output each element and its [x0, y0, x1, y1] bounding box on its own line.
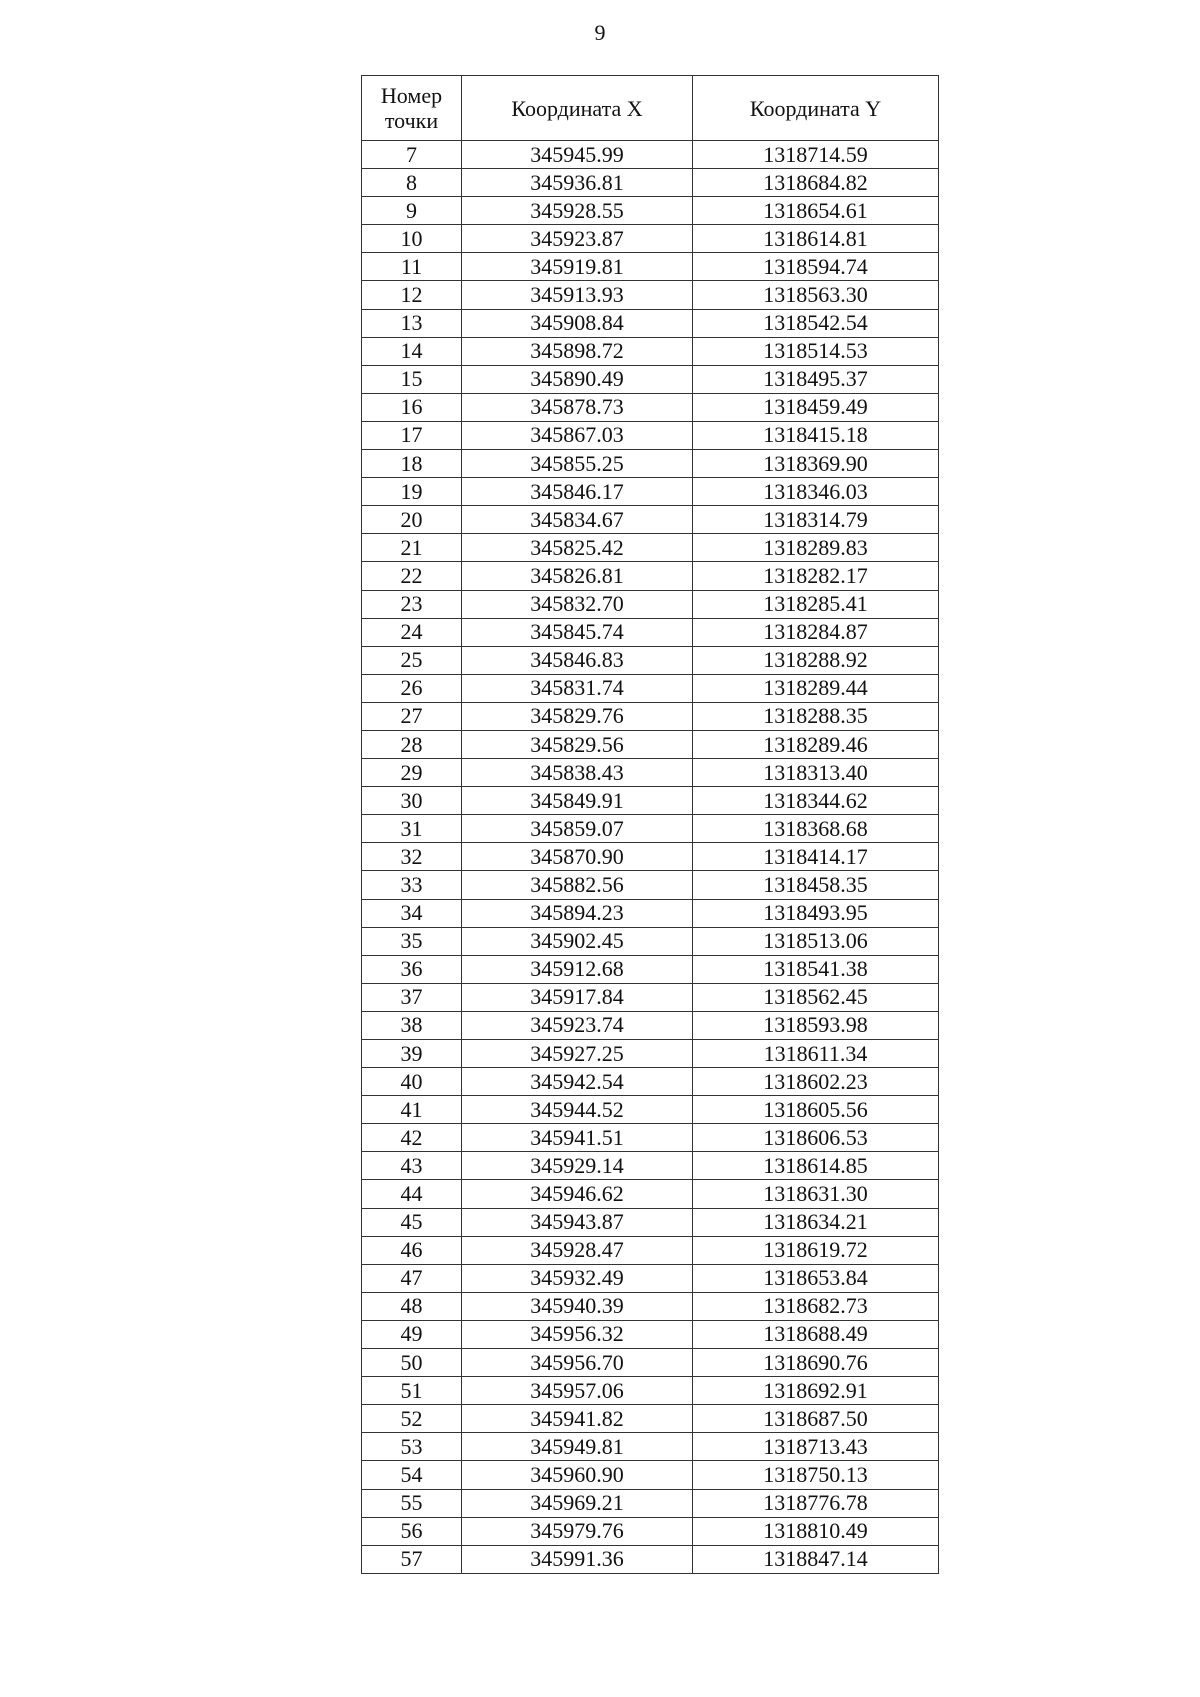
cell-coordinate-x: 345855.25: [462, 450, 693, 478]
table-row: [362, 450, 939, 478]
cell-coordinate-x: 345894.23: [462, 899, 693, 927]
cell-coordinate-x: 345944.52: [462, 1096, 693, 1124]
cell-coordinate-x: 345917.84: [462, 983, 693, 1011]
cell-coordinate-y: 1318282.17: [693, 562, 939, 590]
cell-coordinate-x: 345943.87: [462, 1208, 693, 1236]
cell-point-number: 29: [362, 759, 462, 787]
cell-coordinate-x: 345838.43: [462, 759, 693, 787]
table-row: [362, 1433, 939, 1461]
table-row: [362, 197, 939, 225]
table-row: [362, 1461, 939, 1489]
cell-point-number: 14: [362, 337, 462, 365]
cell-coordinate-y: 1318593.98: [693, 1011, 939, 1039]
cell-coordinate-x: 345826.81: [462, 562, 693, 590]
table-row: [362, 1152, 939, 1180]
cell-point-number: 22: [362, 562, 462, 590]
table-row: [362, 506, 939, 534]
cell-point-number: 53: [362, 1433, 462, 1461]
table-row: [362, 702, 939, 730]
cell-point-number: 17: [362, 421, 462, 449]
cell-point-number: 10: [362, 225, 462, 253]
cell-point-number: 35: [362, 927, 462, 955]
table-row: [362, 646, 939, 674]
cell-point-number: 31: [362, 815, 462, 843]
cell-point-number: 16: [362, 393, 462, 421]
cell-coordinate-x: 345890.49: [462, 365, 693, 393]
cell-coordinate-y: 1318692.91: [693, 1377, 939, 1405]
cell-coordinate-y: 1318495.37: [693, 365, 939, 393]
table-row: [362, 169, 939, 197]
cell-coordinate-x: 345846.83: [462, 646, 693, 674]
cell-coordinate-y: 1318284.87: [693, 618, 939, 646]
cell-point-number: 28: [362, 730, 462, 758]
cell-point-number: 47: [362, 1264, 462, 1292]
table-row: [362, 1124, 939, 1152]
cell-coordinate-x: 345898.72: [462, 337, 693, 365]
cell-coordinate-y: 1318514.53: [693, 337, 939, 365]
cell-coordinate-x: 345849.91: [462, 787, 693, 815]
cell-point-number: 57: [362, 1545, 462, 1573]
table-row: [362, 1545, 939, 1573]
cell-point-number: 12: [362, 281, 462, 309]
cell-point-number: 33: [362, 871, 462, 899]
cell-point-number: 32: [362, 843, 462, 871]
cell-coordinate-y: 1318289.44: [693, 674, 939, 702]
cell-point-number: 51: [362, 1377, 462, 1405]
table-row: [362, 1405, 939, 1433]
cell-coordinate-x: 345831.74: [462, 674, 693, 702]
cell-coordinate-y: 1318285.41: [693, 590, 939, 618]
table-row: [362, 1068, 939, 1096]
cell-coordinate-y: 1318687.50: [693, 1405, 939, 1433]
cell-coordinate-x: 345912.68: [462, 955, 693, 983]
table-row: [362, 393, 939, 421]
cell-point-number: 24: [362, 618, 462, 646]
cell-point-number: 40: [362, 1068, 462, 1096]
table-row: [362, 421, 939, 449]
cell-point-number: 21: [362, 534, 462, 562]
cell-coordinate-y: 1318414.17: [693, 843, 939, 871]
cell-point-number: 42: [362, 1124, 462, 1152]
table-row: [362, 871, 939, 899]
table-row: [362, 787, 939, 815]
cell-coordinate-x: 345945.99: [462, 141, 693, 169]
header-point-number: Номер точки: [362, 76, 462, 141]
cell-coordinate-x: 345902.45: [462, 927, 693, 955]
cell-coordinate-x: 345991.36: [462, 1545, 693, 1573]
table-row: [362, 281, 939, 309]
cell-point-number: 34: [362, 899, 462, 927]
cell-coordinate-x: 345882.56: [462, 871, 693, 899]
table-row: [362, 1489, 939, 1517]
cell-coordinate-x: 345846.17: [462, 478, 693, 506]
cell-point-number: 26: [362, 674, 462, 702]
cell-coordinate-x: 345941.82: [462, 1405, 693, 1433]
table-row: [362, 534, 939, 562]
cell-point-number: 9: [362, 197, 462, 225]
cell-point-number: 25: [362, 646, 462, 674]
cell-coordinate-y: 1318605.56: [693, 1096, 939, 1124]
cell-point-number: 7: [362, 141, 462, 169]
table-row: [362, 955, 939, 983]
cell-coordinate-y: 1318458.35: [693, 871, 939, 899]
cell-coordinate-y: 1318541.38: [693, 955, 939, 983]
cell-coordinate-y: 1318682.73: [693, 1292, 939, 1320]
table-row: [362, 843, 939, 871]
cell-coordinate-x: 345859.07: [462, 815, 693, 843]
cell-point-number: 20: [362, 506, 462, 534]
cell-point-number: 52: [362, 1405, 462, 1433]
cell-coordinate-y: 1318619.72: [693, 1236, 939, 1264]
cell-coordinate-x: 345940.39: [462, 1292, 693, 1320]
cell-point-number: 11: [362, 253, 462, 281]
cell-coordinate-y: 1318288.92: [693, 646, 939, 674]
table-row: [362, 674, 939, 702]
cell-coordinate-y: 1318684.82: [693, 169, 939, 197]
cell-coordinate-x: 345825.42: [462, 534, 693, 562]
cell-coordinate-x: 345928.55: [462, 197, 693, 225]
cell-coordinate-x: 345923.87: [462, 225, 693, 253]
cell-coordinate-y: 1318368.68: [693, 815, 939, 843]
cell-coordinate-x: 345923.74: [462, 1011, 693, 1039]
cell-point-number: 46: [362, 1236, 462, 1264]
cell-point-number: 37: [362, 983, 462, 1011]
cell-point-number: 23: [362, 590, 462, 618]
cell-point-number: 48: [362, 1292, 462, 1320]
table-row: [362, 759, 939, 787]
cell-coordinate-y: 1318459.49: [693, 393, 939, 421]
cell-point-number: 41: [362, 1096, 462, 1124]
cell-point-number: 39: [362, 1040, 462, 1068]
cell-coordinate-y: 1318847.14: [693, 1545, 939, 1573]
cell-coordinate-x: 345941.51: [462, 1124, 693, 1152]
cell-coordinate-x: 345908.84: [462, 309, 693, 337]
table-row: [362, 1320, 939, 1348]
cell-coordinate-y: 1318688.49: [693, 1320, 939, 1348]
cell-coordinate-y: 1318631.30: [693, 1180, 939, 1208]
cell-coordinate-x: 345932.49: [462, 1264, 693, 1292]
table-row: [362, 1236, 939, 1264]
table-row: [362, 590, 939, 618]
table-row: [362, 1517, 939, 1545]
header-coordinate-x: Координата X: [462, 76, 693, 141]
table-header: [362, 76, 939, 141]
cell-coordinate-y: 1318750.13: [693, 1461, 939, 1489]
cell-coordinate-y: 1318776.78: [693, 1489, 939, 1517]
cell-coordinate-y: 1318289.46: [693, 730, 939, 758]
table-row: [362, 983, 939, 1011]
cell-coordinate-y: 1318369.90: [693, 450, 939, 478]
cell-coordinate-y: 1318314.79: [693, 506, 939, 534]
cell-point-number: 49: [362, 1320, 462, 1348]
table-body: [362, 141, 939, 1574]
cell-point-number: 13: [362, 309, 462, 337]
page-number: 9: [594, 20, 606, 45]
table-row: [362, 337, 939, 365]
cell-coordinate-x: 345834.67: [462, 506, 693, 534]
cell-coordinate-y: 1318563.30: [693, 281, 939, 309]
cell-coordinate-y: 1318344.62: [693, 787, 939, 815]
cell-coordinate-x: 345960.90: [462, 1461, 693, 1489]
cell-coordinate-x: 345936.81: [462, 169, 693, 197]
cell-coordinate-x: 345870.90: [462, 843, 693, 871]
cell-coordinate-y: 1318606.53: [693, 1124, 939, 1152]
table-row: [362, 141, 939, 169]
cell-coordinate-x: 345969.21: [462, 1489, 693, 1517]
cell-coordinate-x: 345946.62: [462, 1180, 693, 1208]
cell-coordinate-y: 1318714.59: [693, 141, 939, 169]
cell-coordinate-y: 1318415.18: [693, 421, 939, 449]
coordinates-table: [361, 75, 939, 1574]
cell-coordinate-y: 1318562.45: [693, 983, 939, 1011]
cell-point-number: 15: [362, 365, 462, 393]
cell-coordinate-x: 345956.70: [462, 1349, 693, 1377]
cell-coordinate-y: 1318634.21: [693, 1208, 939, 1236]
cell-coordinate-x: 345942.54: [462, 1068, 693, 1096]
table-row: [362, 1292, 939, 1320]
table-row: [362, 225, 939, 253]
table-row: [362, 1011, 939, 1039]
cell-point-number: 18: [362, 450, 462, 478]
cell-coordinate-y: 1318653.84: [693, 1264, 939, 1292]
cell-point-number: 8: [362, 169, 462, 197]
cell-coordinate-y: 1318614.85: [693, 1152, 939, 1180]
cell-point-number: 30: [362, 787, 462, 815]
cell-coordinate-x: 345867.03: [462, 421, 693, 449]
table-row: [362, 478, 939, 506]
cell-point-number: 50: [362, 1349, 462, 1377]
cell-coordinate-y: 1318654.61: [693, 197, 939, 225]
table-row: [362, 365, 939, 393]
cell-coordinate-x: 345956.32: [462, 1320, 693, 1348]
cell-coordinate-y: 1318614.81: [693, 225, 939, 253]
table-row: [362, 899, 939, 927]
cell-coordinate-x: 345829.76: [462, 702, 693, 730]
table-row: [362, 562, 939, 590]
cell-coordinate-x: 345845.74: [462, 618, 693, 646]
cell-coordinate-y: 1318542.54: [693, 309, 939, 337]
cell-point-number: 56: [362, 1517, 462, 1545]
cell-point-number: 55: [362, 1489, 462, 1517]
cell-coordinate-x: 345927.25: [462, 1040, 693, 1068]
table-row: [362, 1349, 939, 1377]
cell-point-number: 44: [362, 1180, 462, 1208]
table-row: [362, 309, 939, 337]
cell-point-number: 36: [362, 955, 462, 983]
cell-coordinate-x: 345929.14: [462, 1152, 693, 1180]
cell-coordinate-x: 345928.47: [462, 1236, 693, 1264]
cell-coordinate-y: 1318602.23: [693, 1068, 939, 1096]
table-row: [362, 1180, 939, 1208]
cell-coordinate-y: 1318713.43: [693, 1433, 939, 1461]
header-coordinate-y: Координата Y: [693, 76, 939, 141]
cell-coordinate-y: 1318289.83: [693, 534, 939, 562]
table-row: [362, 1264, 939, 1292]
cell-coordinate-x: 345832.70: [462, 590, 693, 618]
table-row: [362, 1208, 939, 1236]
cell-coordinate-x: 345829.56: [462, 730, 693, 758]
table-row: [362, 730, 939, 758]
cell-point-number: 27: [362, 702, 462, 730]
table-row: [362, 1040, 939, 1068]
table-row: [362, 1096, 939, 1124]
table-row: [362, 253, 939, 281]
cell-coordinate-y: 1318594.74: [693, 253, 939, 281]
header-row: [362, 76, 939, 141]
cell-point-number: 19: [362, 478, 462, 506]
cell-coordinate-x: 345957.06: [462, 1377, 693, 1405]
cell-coordinate-y: 1318810.49: [693, 1517, 939, 1545]
cell-coordinate-y: 1318493.95: [693, 899, 939, 927]
cell-coordinate-y: 1318346.03: [693, 478, 939, 506]
cell-point-number: 43: [362, 1152, 462, 1180]
table-row: [362, 618, 939, 646]
cell-point-number: 38: [362, 1011, 462, 1039]
cell-coordinate-x: 345919.81: [462, 253, 693, 281]
cell-coordinate-x: 345878.73: [462, 393, 693, 421]
cell-coordinate-y: 1318313.40: [693, 759, 939, 787]
table-row: [362, 1377, 939, 1405]
cell-coordinate-y: 1318611.34: [693, 1040, 939, 1068]
cell-point-number: 54: [362, 1461, 462, 1489]
cell-point-number: 45: [362, 1208, 462, 1236]
table-row: [362, 927, 939, 955]
cell-coordinate-y: 1318690.76: [693, 1349, 939, 1377]
table-row: [362, 815, 939, 843]
cell-coordinate-y: 1318513.06: [693, 927, 939, 955]
cell-coordinate-x: 345979.76: [462, 1517, 693, 1545]
cell-coordinate-x: 345949.81: [462, 1433, 693, 1461]
cell-coordinate-y: 1318288.35: [693, 702, 939, 730]
cell-coordinate-x: 345913.93: [462, 281, 693, 309]
